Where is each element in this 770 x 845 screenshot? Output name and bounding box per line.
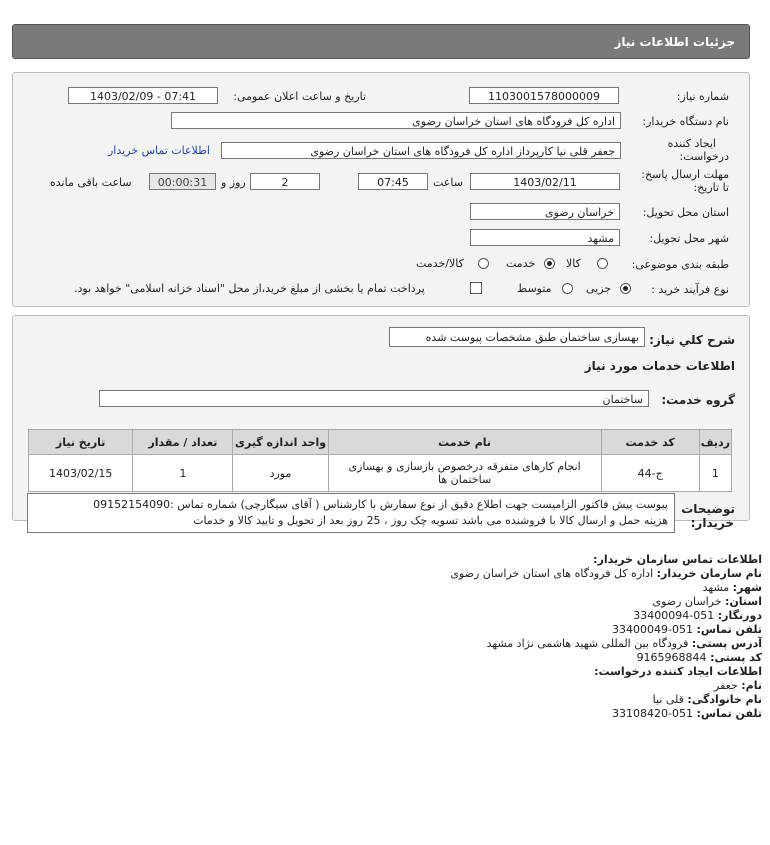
creator-field: جعفر قلی نیا کارپرداز اداره کل فرودگاه های استان خراسان رضوی	[221, 142, 621, 159]
buyer-notes-label-1: توضیحات	[681, 502, 735, 516]
cell-quantity: 1	[133, 455, 233, 492]
service-group-field: ساختمان	[99, 390, 649, 407]
province-label: استان محل تحویل:	[642, 206, 729, 219]
need-number-field: 1103001578000009	[469, 87, 619, 104]
col-header-unit: واحد اندازه گیری	[233, 430, 328, 455]
contact-province: استان: خراسان رضوی	[652, 595, 762, 608]
deadline-label-2: تا تاریخ:	[693, 181, 729, 194]
remaining-label: ساعت باقی مانده	[50, 176, 132, 189]
cell-service-name: انجام کارهای متفرقه درخصوص بازسازی و بهسازی ساختمان ها	[328, 455, 601, 492]
days-label: روز و	[221, 176, 246, 189]
category-option-goods: کالا	[566, 257, 581, 270]
category-radio-goods-service[interactable]	[478, 258, 489, 269]
creator-first-name: نام: جعفر	[714, 679, 762, 692]
buyer-contact-link[interactable]: اطلاعات تماس خریدار	[108, 144, 210, 157]
process-radio-medium[interactable]	[562, 283, 573, 294]
contact-org-name: نام سازمان خریدار: اداره کل فرودگاه های استان خراسان رضوی	[450, 567, 762, 580]
summary-field: بهسازی ساختمان طبق مشخصات پیوست شده	[389, 327, 645, 347]
creator-last-name: نام خانوادگی: قلی نیا	[652, 693, 762, 706]
category-radio-goods[interactable]	[597, 258, 608, 269]
category-label: طبقه بندی موضوعی:	[631, 258, 729, 271]
city-field: مشهد	[470, 229, 620, 246]
service-group-label: گروه خدمت:	[661, 393, 735, 407]
contact-fax: دورنگار: 051-33400094	[633, 609, 762, 622]
contact-address: آدرس پستی: فرودگاه بین المللی شهید هاشمی نژاد مشهد	[486, 637, 762, 650]
treasury-checkbox[interactable]	[470, 282, 482, 294]
table-row	[29, 455, 732, 492]
col-header-service-name: نام خدمت	[328, 430, 601, 455]
contact-city: شهر: مشهد	[702, 581, 762, 594]
col-header-service-code: کد خدمت	[601, 430, 699, 455]
buyer-notes-label-2: خریدار:	[690, 516, 734, 530]
treasury-note: پرداخت تمام یا بخشی از مبلغ خرید،از محل "اسناد خزانه اسلامی" خواهد بود.	[74, 282, 425, 295]
page-header	[12, 24, 750, 59]
need-details-panel	[12, 72, 750, 307]
col-header-need-date: تاریخ نیاز	[29, 430, 133, 455]
creator-label-2: درخواست:	[679, 150, 729, 163]
cell-service-code: ج-44	[601, 455, 699, 492]
services-title: اطلاعات خدمات مورد نیاز	[584, 359, 735, 373]
buyer-notes-line-2: هزینه حمل و ارسال کالا با فروشنده می باشد تسویه چک روز ، 25 روز بعد از تحویل و تایید کالا و خدمات	[193, 514, 668, 527]
days-field: 2	[250, 173, 320, 190]
process-option-small: جزیی	[586, 282, 612, 295]
process-label: نوع فرآیند خرید :	[651, 283, 729, 296]
summary-label: شرح کلي نياز:	[649, 333, 735, 347]
process-option-medium: متوسط	[517, 282, 552, 295]
creator-label-1: ایجاد کننده	[667, 137, 716, 150]
category-option-goods-service: کالا/خدمت	[416, 257, 464, 270]
buyer-notes-line-1: پیوست پیش فاکتور الزامیست جهت اطلاع دقیق از نوع سفارش با کارشناس ( آقای سیگارچی) شماره تماس :09152154090	[93, 498, 668, 511]
process-radio-small[interactable]	[620, 283, 631, 294]
announce-label: تاریخ و ساعت اعلان عمومی:	[233, 90, 366, 103]
announce-field: 1403/02/09 - 07:41	[68, 87, 218, 104]
province-field: خراسان رضوی	[470, 203, 620, 220]
city-label: شهر محل تحویل:	[649, 232, 729, 245]
col-header-quantity: تعداد / مقدار	[133, 430, 233, 455]
deadline-date-field: 1403/02/11	[470, 173, 620, 190]
need-number-label: شماره نیاز:	[676, 90, 729, 103]
contact-phone: تلفن تماس: 051-33400049	[612, 623, 762, 636]
services-table	[28, 429, 732, 492]
buyer-org-field: اداره کل فرودگاه های استان خراسان رضوی	[171, 112, 621, 129]
buyer-org-label: نام دستگاه خریدار:	[642, 115, 729, 128]
creator-phone: تلفن تماس: 051-33108420	[612, 707, 762, 720]
col-header-row-number: ردیف	[699, 430, 731, 455]
contact-postal-code: کد پستی: 9165968844	[636, 651, 762, 664]
buyer-notes-box	[27, 493, 675, 533]
deadline-time-label: ساعت	[433, 176, 463, 189]
deadline-time-field: 07:45	[358, 173, 428, 190]
cell-row-number: 1	[699, 455, 731, 492]
contact-org-title: اطلاعات تماس سازمان خریدار:	[593, 553, 762, 566]
creator-info-title: اطلاعات ایجاد کننده درخواست:	[594, 665, 762, 678]
cell-need-date: 1403/02/15	[29, 455, 133, 492]
category-option-service: خدمت	[506, 257, 536, 270]
deadline-label-1: مهلت ارسال پاسخ:	[641, 168, 729, 181]
cell-unit: مورد	[233, 455, 328, 492]
page-title: جزئیات اطلاعات نیاز	[614, 35, 735, 49]
category-radio-service[interactable]	[544, 258, 555, 269]
remaining-time-field: 00:00:31	[149, 173, 216, 190]
table-header-row	[29, 430, 732, 455]
